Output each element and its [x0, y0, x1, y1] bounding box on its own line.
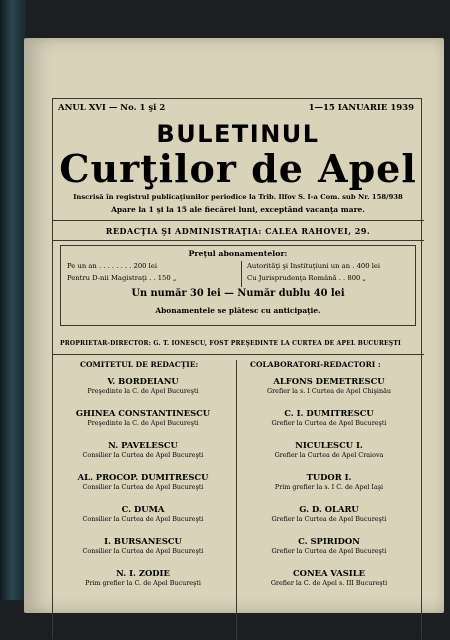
person-name: AL. PROCOP. DUMITRESCU [77, 472, 209, 482]
person-role: Consilier la Curtea de Apel Bucureşti [82, 515, 204, 523]
single-issue-price: Un număr 30 lei — Număr dublu 40 lei [131, 288, 345, 299]
person-name: GHINEA CONSTANTINESCU [75, 408, 211, 418]
person-name: TUDOR I. [306, 472, 352, 482]
person-name: N. PAVELESCU [108, 440, 178, 450]
title-line-2: Curţilor de Apel [59, 146, 417, 191]
issue-number: ANUL XVI — No. 1 şi 2 [58, 103, 166, 113]
person-role: Consilier la Curtea de Apel Bucureşti [82, 451, 204, 459]
person-role: Prim grefier la s. I C. de Apel Iaşi [274, 483, 384, 491]
person-role: Grefier la s. I Curtea de Apel Chişinău [267, 387, 391, 395]
redaction-address: REDACŢIA ŞI ADMINISTRAŢIA: CALEA RAHOVEI, 29. [105, 226, 371, 236]
person-role: Consilier la Curtea de Apel Bucureşti [82, 547, 204, 555]
frequency-note: Apare la 1 şi la 15 ale fiecărei luni, exceptând vacanţa mare. [111, 205, 365, 214]
person-name: ALFONS DEMETRESCU [273, 376, 385, 386]
subscription-box [60, 245, 416, 326]
divider [52, 220, 424, 221]
person-name: CONEA VASILE [293, 568, 365, 578]
person-role: Grefier la C. de Apel s. III Bucureşti [270, 579, 388, 587]
collaborators-heading: COLABORATORI-REDACTORI : [250, 360, 381, 369]
subscription-right-2: Cu Jurisprudenţa Română . . 800 „ [247, 274, 367, 282]
person-role: Grefier la Curtea de Apel Craiova [274, 451, 384, 459]
column-divider [236, 360, 237, 640]
divider [52, 240, 424, 241]
person-name: N. I. ZODIE [116, 568, 170, 578]
person-name: C. DUMA [121, 504, 165, 514]
person-role: Grefier la Curtea de Apel Bucureşti [271, 419, 387, 427]
person-name: I. BURSANESCU [104, 536, 182, 546]
title-page-content [52, 98, 424, 598]
person-name: C. I. DUMITRESCU [284, 408, 374, 418]
person-role: Consilier la Curtea de Apel Bucureşti [82, 483, 204, 491]
divider [52, 354, 424, 355]
person-role: Prim grefier la C. de Apel Bucureşti [85, 579, 201, 587]
committee-heading: COMITETUL DE REDACŢIE: [80, 360, 199, 369]
person-name: V. BORDEIANU [107, 376, 179, 386]
book-spine [0, 0, 26, 600]
director-line: PROPRIETAR-DIRECTOR: G. T. IONESCU, FOST PREŞEDINTE LA CURTEA DE APEL BUCUREŞTI [60, 340, 402, 347]
subscription-right-1: Autorităţi şi Instituţiuni un an . 400 lei [247, 262, 381, 270]
person-role: Grefier la Curtea de Apel Bucureşti [271, 547, 387, 555]
subscription-left-2: Pentru D-nii Magistraţi . . 150 „ [67, 274, 177, 282]
person-name: G. D. OLARU [299, 504, 359, 514]
person-name: C. SPIRIDON [298, 536, 360, 546]
registration-note: Inscrisă în registrul publicaţiunilor periodice la Trib. Ilfov S. I-a Com. sub Nr. 158/938 [73, 193, 403, 201]
issue-date: 1—15 IANUARIE 1939 [308, 103, 414, 113]
person-name: NICULESCU I. [295, 440, 363, 450]
subscription-left-1: Pe un an . . . . . . . . 200 lei [67, 262, 158, 270]
issue-line [58, 103, 418, 117]
person-role: Preşedinte la C. de Apel Bucureşti [87, 419, 199, 427]
subscription-heading: Preţul abonamentelor: [188, 249, 288, 258]
title-line-1: BULETINUL [156, 120, 320, 148]
subscription-divider [241, 261, 242, 287]
person-role: Preşedinte la C. de Apel Bucureşti [87, 387, 199, 395]
person-role: Grefier la Curtea de Apel Bucureşti [271, 515, 387, 523]
payment-note: Abonamentele se plătesc cu anticipaţie. [155, 306, 321, 315]
